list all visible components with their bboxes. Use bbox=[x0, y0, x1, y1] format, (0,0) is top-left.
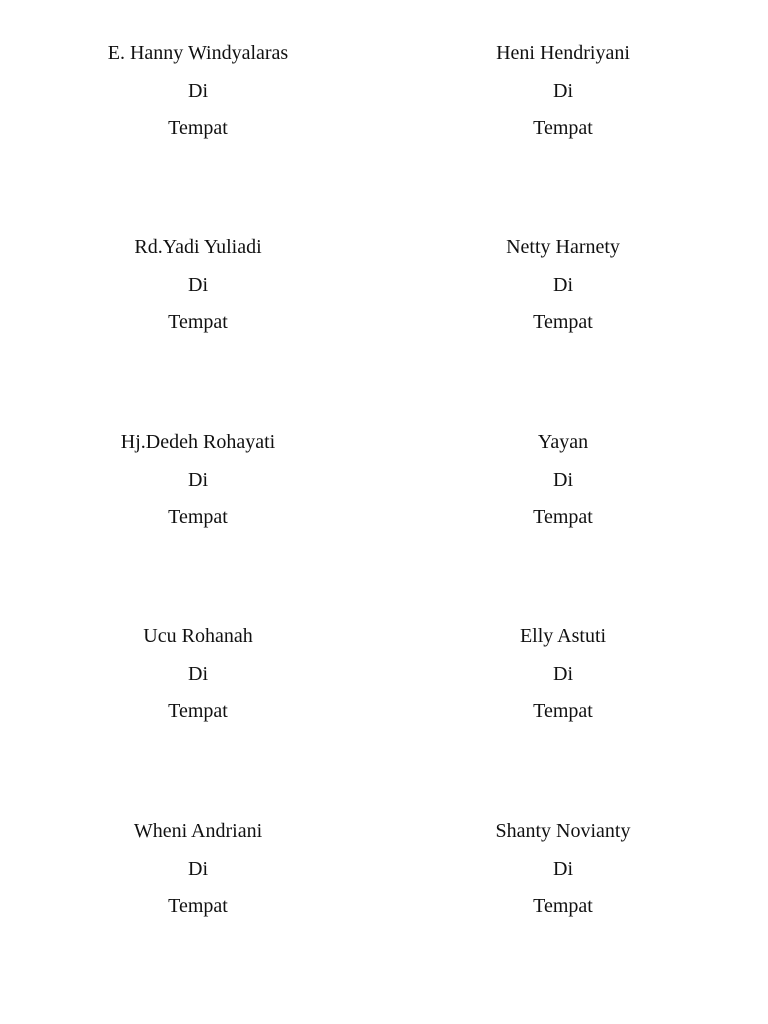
recipient-name: Wheni Andriani bbox=[133, 820, 263, 842]
recipient-line-tempat: Tempat bbox=[533, 506, 593, 528]
recipient-name: E. Hanny Windyalaras bbox=[107, 42, 289, 64]
recipient-name: Ucu Rohanah bbox=[143, 625, 253, 647]
recipient-line-tempat: Tempat bbox=[168, 895, 228, 917]
recipient-name: Netty Harnety bbox=[506, 236, 620, 258]
recipient-name: Elly Astuti bbox=[519, 625, 607, 647]
recipient-line-di: Di bbox=[188, 858, 208, 880]
recipient-line-di: Di bbox=[188, 274, 208, 296]
recipient-line-di: Di bbox=[553, 274, 573, 296]
recipient-name: Rd.Yadi Yuliadi bbox=[134, 236, 262, 258]
recipient-line-tempat: Tempat bbox=[168, 700, 228, 722]
recipient-line-di: Di bbox=[188, 80, 208, 102]
recipient-line-tempat: Tempat bbox=[168, 506, 228, 528]
recipient-line-tempat: Tempat bbox=[168, 117, 228, 139]
recipient-line-tempat: Tempat bbox=[533, 117, 593, 139]
recipient-name: Yayan bbox=[537, 431, 589, 453]
recipient-line-di: Di bbox=[553, 80, 573, 102]
recipient-line-tempat: Tempat bbox=[533, 895, 593, 917]
recipient-name: Heni Hendriyani bbox=[496, 42, 630, 64]
recipient-name: Shanty Novianty bbox=[495, 820, 631, 842]
recipient-line-tempat: Tempat bbox=[533, 311, 593, 333]
recipient-line-di: Di bbox=[188, 663, 208, 685]
recipient-line-di: Di bbox=[553, 663, 573, 685]
recipient-line-di: Di bbox=[553, 858, 573, 880]
recipient-line-di: Di bbox=[188, 469, 208, 491]
recipient-name: Hj.Dedeh Rohayati bbox=[120, 431, 276, 453]
recipient-line-tempat: Tempat bbox=[168, 311, 228, 333]
recipient-line-tempat: Tempat bbox=[533, 700, 593, 722]
recipient-line-di: Di bbox=[553, 469, 573, 491]
